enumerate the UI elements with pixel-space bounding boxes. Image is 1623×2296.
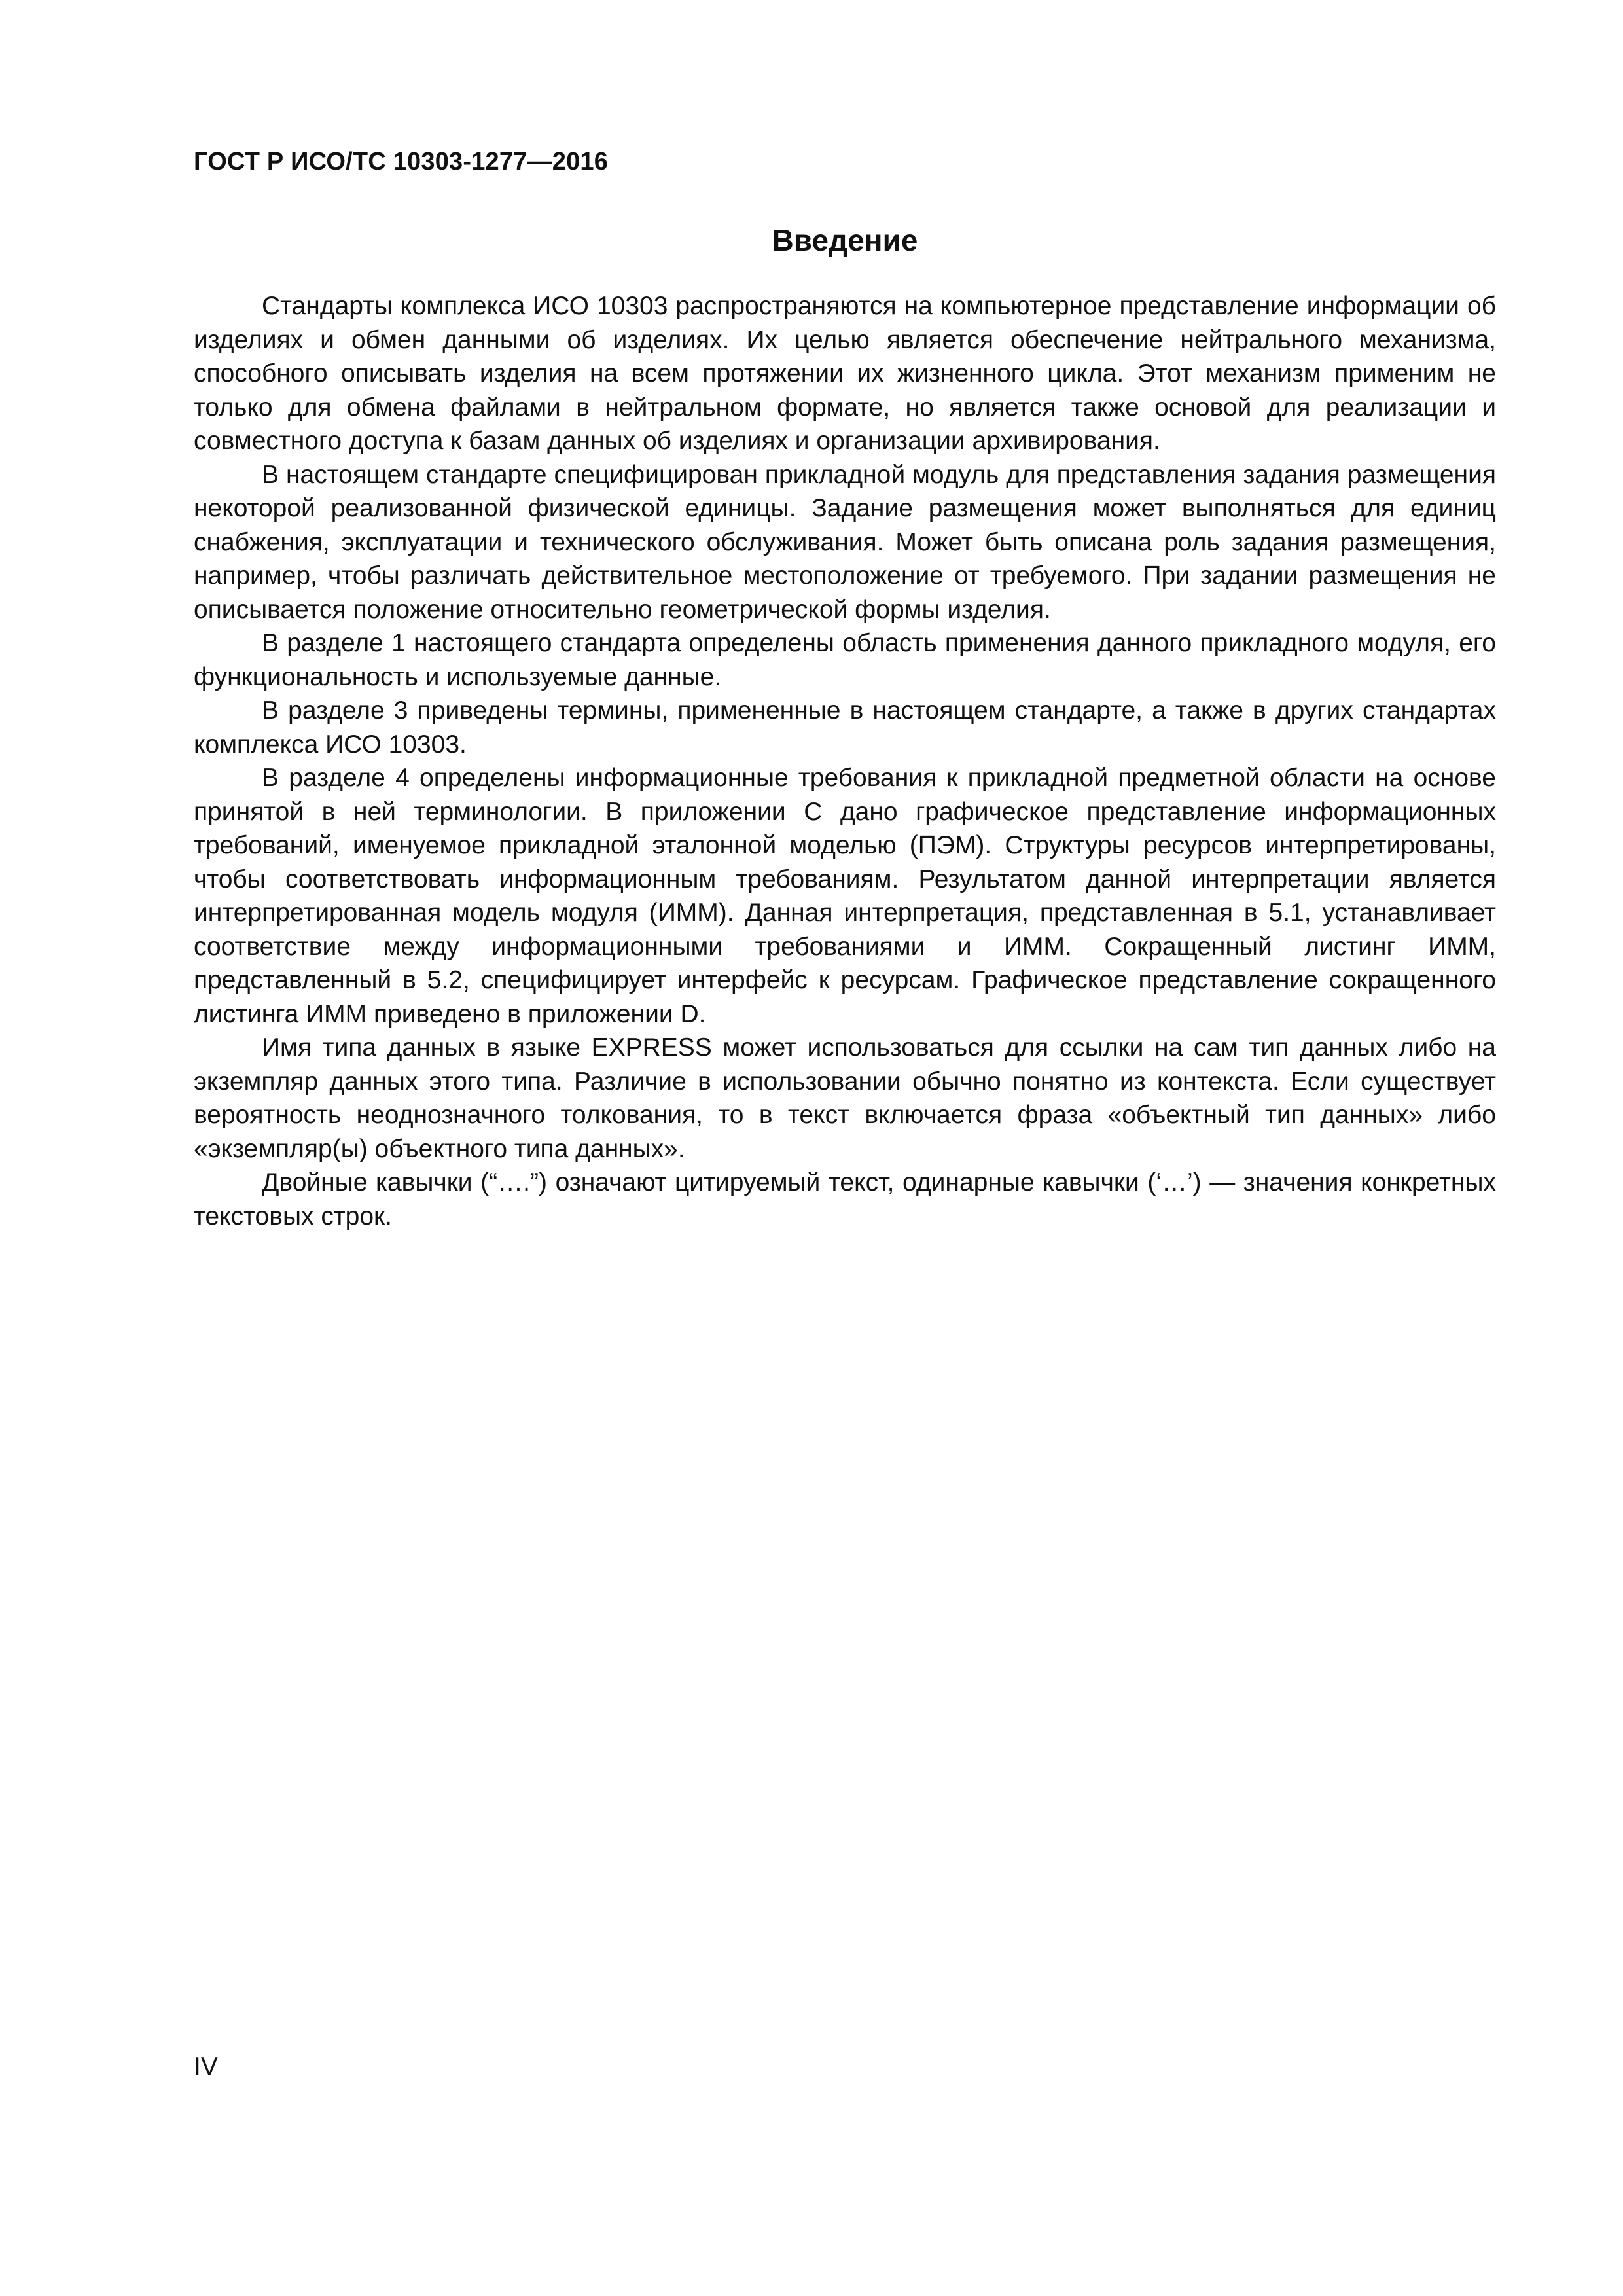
section-title: Введение <box>772 223 918 257</box>
introduction-body <box>194 289 1496 1233</box>
paragraph-section-3: В разделе 3 приведены термины, примененные в настоящем стандарте, а также в других стандартах комплекса ИСО 10303. <box>194 696 1496 759</box>
paragraph-scope-overview: Стандарты комплекса ИСО 10303 распространяются на компьютерное представление информации об изделиях и обмен данными об изделиях. Их целью является обеспечение нейтрального механизма, способного описывать изделия на всем протяжении их жизненного цикла. Этот механизм применим не только для обмена файлами в нейтральном формате, но является также основой для реализации и совместного доступа к базам данных об изделиях и организации архивирования. <box>194 292 1496 455</box>
paragraph-express-naming: Имя типа данных в языке EXPRESS может использоваться для ссылки на сам тип данных либо на экземпляр данных этого типа. Различие в использовании обычно понятно из контекста. Если существует вероятность неоднозначного толкования, то в текст включается фраза «объектный тип данных» либо «экземпляр(ы) объектного типа данных». <box>194 1033 1496 1163</box>
paragraph-section-4: В разделе 4 определены информационные требования к прикладной предметной области на основе принятой в ней терминологии. В приложении С дано графическое представление информационных требований, именуемое прикладной эталонной моделью (ПЭМ). Структуры ресурсов интерпретированы, чтобы соответствовать информационным требованиям. Результатом данной интерпретации является интерпретированная модель модуля (ИММ). Данная интерпретация, представленная в 5.1, устанавливает соответствие между информационными требованиями и ИММ. Сокращенный листинг ИММ, представленный в 5.2, специфицирует интерфейс к ресурсам. Графическое представление сокращенного листинга ИММ приведено в приложении D. <box>194 764 1496 1028</box>
standard-code-header: ГОСТ Р ИСО/ТС 10303-1277—2016 <box>194 148 609 175</box>
paragraph-quotation-marks: Двойные кавычки (“….”) означают цитируемый текст, одинарные кавычки (‘…’) — значения конкретных текстовых строк. <box>194 1168 1496 1230</box>
paragraph-section-1: В разделе 1 настоящего стандарта определены область применения данного прикладного модуля, его функциональность и используемые данные. <box>194 629 1496 691</box>
paragraph-module-purpose: В настоящем стандарте специфицирован прикладной модуль для представления задания размещения некоторой реализованной физической единицы. Задание размещения может выполняться для единиц снабжения, эксплуатации и технического обслуживания. Может быть описана роль задания размещения, например, чтобы различать действительное местоположение от требуемого. При задании размещения не описывается положение относительно геометрической формы изделия. <box>194 460 1496 624</box>
page-number: IV <box>194 2053 218 2081</box>
